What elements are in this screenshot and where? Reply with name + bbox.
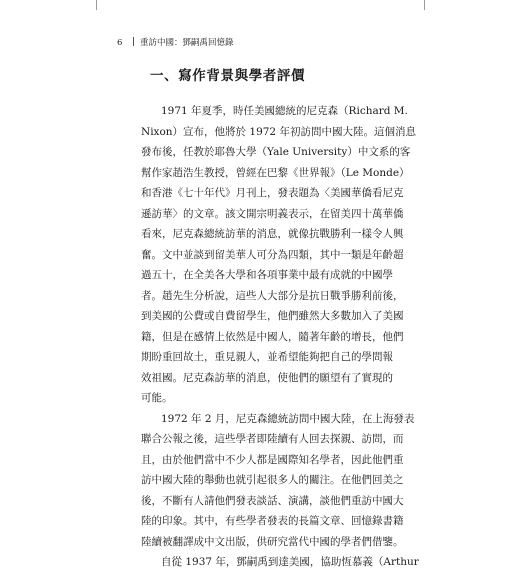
text-line: 陸續被翻譯成中文出版，供研究當代中國的學者們借鑒。 <box>141 535 404 548</box>
text-line: 看來，尼克森總統訪華的消息，就像抗戰勝利一樣令人興 <box>141 228 404 240</box>
text-line: 自從 1937 年，鄧嗣禹到達美國，協助恆慕義（Arthur <box>161 556 419 568</box>
text-line: 且，由於他們當中不少人都是國際知名學者，因此他們重 <box>141 453 404 466</box>
text-line: 過五十，在全美各大學和各項事業中最有成就的中國學 <box>141 269 393 281</box>
text-line: 到美國的公費或自費留學生，他們雖然大多數加入了美國 <box>141 310 404 322</box>
text-line: 發布後，任教於耶魯大學（Yale University）中文系的客 <box>141 146 411 158</box>
crop-mark-left <box>96 0 97 10</box>
header-divider <box>133 37 134 46</box>
text-line: 可能。 <box>141 392 173 404</box>
running-header <box>117 36 397 50</box>
text-line: 後，不斷有人請他們發表談話、演講，談他們重訪中國大 <box>141 494 404 507</box>
text-line: 1971 年夏季，時任美國總統的尼克森（Richard M. <box>161 105 408 117</box>
text-line: 聯合公報之後，這些學者即陸續有人回去探親、訪問，而 <box>141 433 404 445</box>
text-line: 奮。文中並談到留美華人可分為四類，其中一類是年齡超 <box>141 248 404 261</box>
text-line: 陸的印象。其中，有些學者發表的長篇文章、回憶錄書籍 <box>141 515 404 527</box>
running-title: 重訪中國：鄧嗣禹回憶錄 <box>140 38 234 48</box>
text-line: 1972 年 2 月，尼克森總統訪問中國大陸，在上海發表 <box>161 412 415 425</box>
text-line: 和香港《七十年代》月刊上，發表題為〈美國華僑看尼克 <box>141 187 404 199</box>
text-line: 遜訪華〉的文章。該文開宗明義表示，在留美四十萬華僑 <box>141 207 404 220</box>
text-line: 幫作家趙浩生教授，曾經在巴黎《世界報》（Le Monde） <box>141 166 410 179</box>
text-line: 者。趙先生分析說，這些人大部分是抗日戰爭勝利前後， <box>141 289 404 302</box>
section-title: 一、寫作背景與學者評價 <box>150 68 306 84</box>
body-text <box>141 101 419 573</box>
text-line: 效祖國。尼克森訪華的消息，使他們的願望有了實現的 <box>141 371 393 384</box>
crop-mark-right <box>424 0 425 10</box>
text-line: 籍，但是在感情上依然是中國人，隨著年齡的增長，他們 <box>141 330 404 343</box>
text-line: 訪中國大陸的舉動也就引起很多人的關注。在他們回美之 <box>141 474 404 486</box>
text-line: 期盼重回故土，重見親人，並希望能夠把自己的學問報 <box>141 351 393 363</box>
page-number: 6 <box>117 38 123 48</box>
text-line: Nixon）宣布，他將於 1972 年初訪問中國大陸。這個消息 <box>141 125 416 138</box>
